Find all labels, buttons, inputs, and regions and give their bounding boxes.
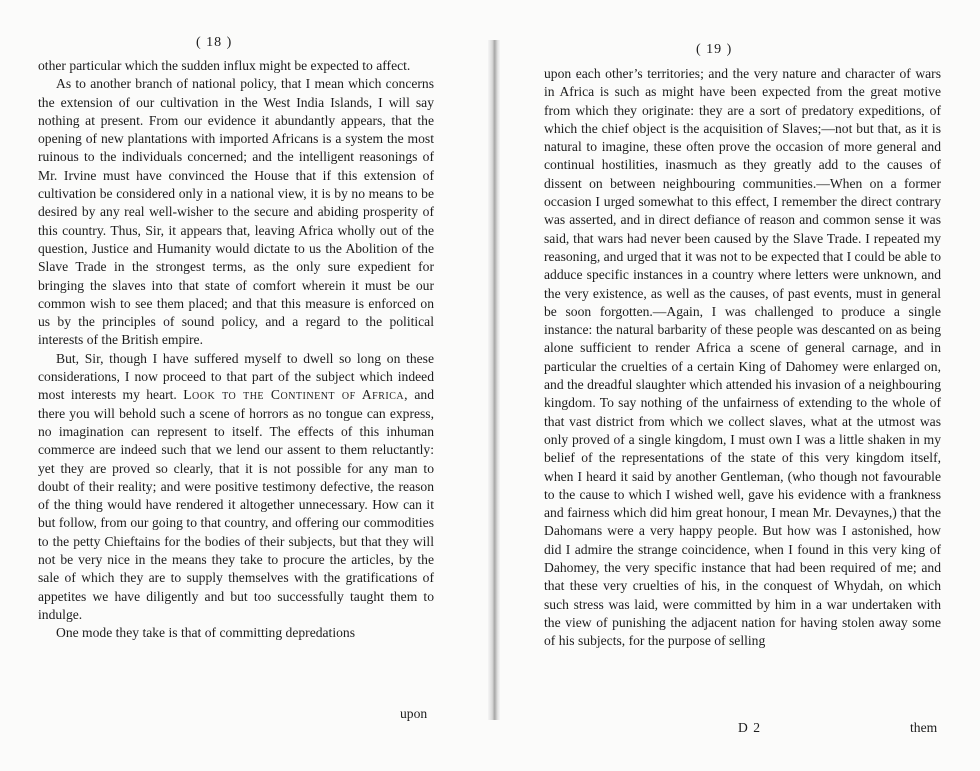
catchword: upon xyxy=(400,706,428,721)
paragraph: other particular which the sudden influx might be expected to affect. xyxy=(38,58,411,73)
signature-mark: D 2 xyxy=(738,720,762,735)
text-run: and there you will behold such a scene of horrors as no tongue can express, no imagination can represent to itself. The effects of this inhuman commerce are indeed such that we lend our assent to them reluctantly: yet they are proved so clearly, that it is not possible for any man to doubt of their reality; and were positive testimony defective, the reason of the thing would have rendered it altogether unnecessary. How can it but follow, from our going to that country, and offering our commodities to the petty Chieftains for the bodies of their subjects, but that they will not be very nice in the means they take to procure the articles, by the sale of which they are to supply themselves with the gratifications of appetites we have diligently and but too successfully taught them to indulge. xyxy=(38,387,435,622)
paragraph: As to another branch of national policy, that I mean which concerns the extension of our cultivation in the West India Islands, I will say nothing at present. From our evidence it abundantly appears, that the opening of new plantations with imported Africans is a system the most ruinous to the individuals concerned; and the intelligent reasonings of Mr. Irvine must have convinced the House that if this extension of cultivation be considered only in a national view, it is by no means to be desired by any real well-wisher to the secure and abiding prosperity of this country. Thus, Sir, it appears that, leaving Africa wholly out of the question, Justice and Humanity would dictate to us the Abolition of the Slave Trade in the strongest terms, as the only sure expedient for bringing the slaves into that state of comfort wherein it must be our common wish to see them placed; and that this measure is enforced on us by the principles of sound policy, and a regard to the political interests of the British empire. xyxy=(38,76,434,348)
page-number-18: ( 18 ) xyxy=(196,35,233,50)
left-page-body xyxy=(38,57,434,643)
book-gutter xyxy=(488,40,500,720)
right-page-body xyxy=(544,65,941,651)
catchword: them xyxy=(910,720,938,735)
page-number-19: ( 19 ) xyxy=(696,42,733,57)
paragraph xyxy=(38,350,434,624)
small-caps-phrase: Look to the Continent of Africa, xyxy=(183,387,408,403)
paragraph: upon each other’s territories; and the very nature and character of wars in Africa is such as might have been expected from the great motive from which they originate: they are a sort of predatory expeditions, of which the chief object is the acquisition of Slaves;—not but that, as it is natural to imagine, these often prove the occasion of more general and continual hostilities, inasmuch as they greatly add to the causes of dissent on between neighbouring communities.—When on a former occasion I urged somewhat to this effect, I remember the direct contrary was asserted, and in direct defiance of reason and common sense it was said, that wars had never been caused by the Slave Trade. I repeated my reasoning, and urged that it was not to be expected that I could be able to adduce specific instances in a country where letters were unknown, and the very existence, as well as the causes, of past events, must in general be soon forgotten.—Again, I was challenged to produce a single instance: the natural barbarity of these people was descanted on as being alone sufficient to render Africa a scene of general carnage, and in particular the cruelties of a certain King of Dahomey were enlarged on, and the dreadful slaughter which attended his invasion of a neighbouring kingdom. To say nothing of the unfairness of extending to the whole of that vast district from which we collect slaves, what at the utmost was only proved of a single kingdom, I must own I was a little shaken in my belief of the representations of the state of this very kingdom itself, when I heard it said by another Gentleman, (who though not favourable to the cause to which I wished well, gave his evidence with a frankness and fairness which did him great honour, I mean Mr. Devaynes,) that the Dahomans were a very happy people. But how was I astonished, how did I admire the strange coincidence, when I found in this very king of Dahomey, the very specific instance that had been required of me; and that these very cruelties of his, in the conquest of Whydah, on which such stress was laid, were committed by him in a war undertaken with the view of punishing the adjacent nation for having stolen away some of his subjects, for the purpose of selling xyxy=(544,66,941,649)
text-run: But, Sir, though I have suffered myself to dwell so long on these considerations, I now proceed to that part of the subject which indeed most interests my heart. xyxy=(38,350,434,403)
paragraph: One mode they take is that of committing depredations xyxy=(56,625,355,641)
